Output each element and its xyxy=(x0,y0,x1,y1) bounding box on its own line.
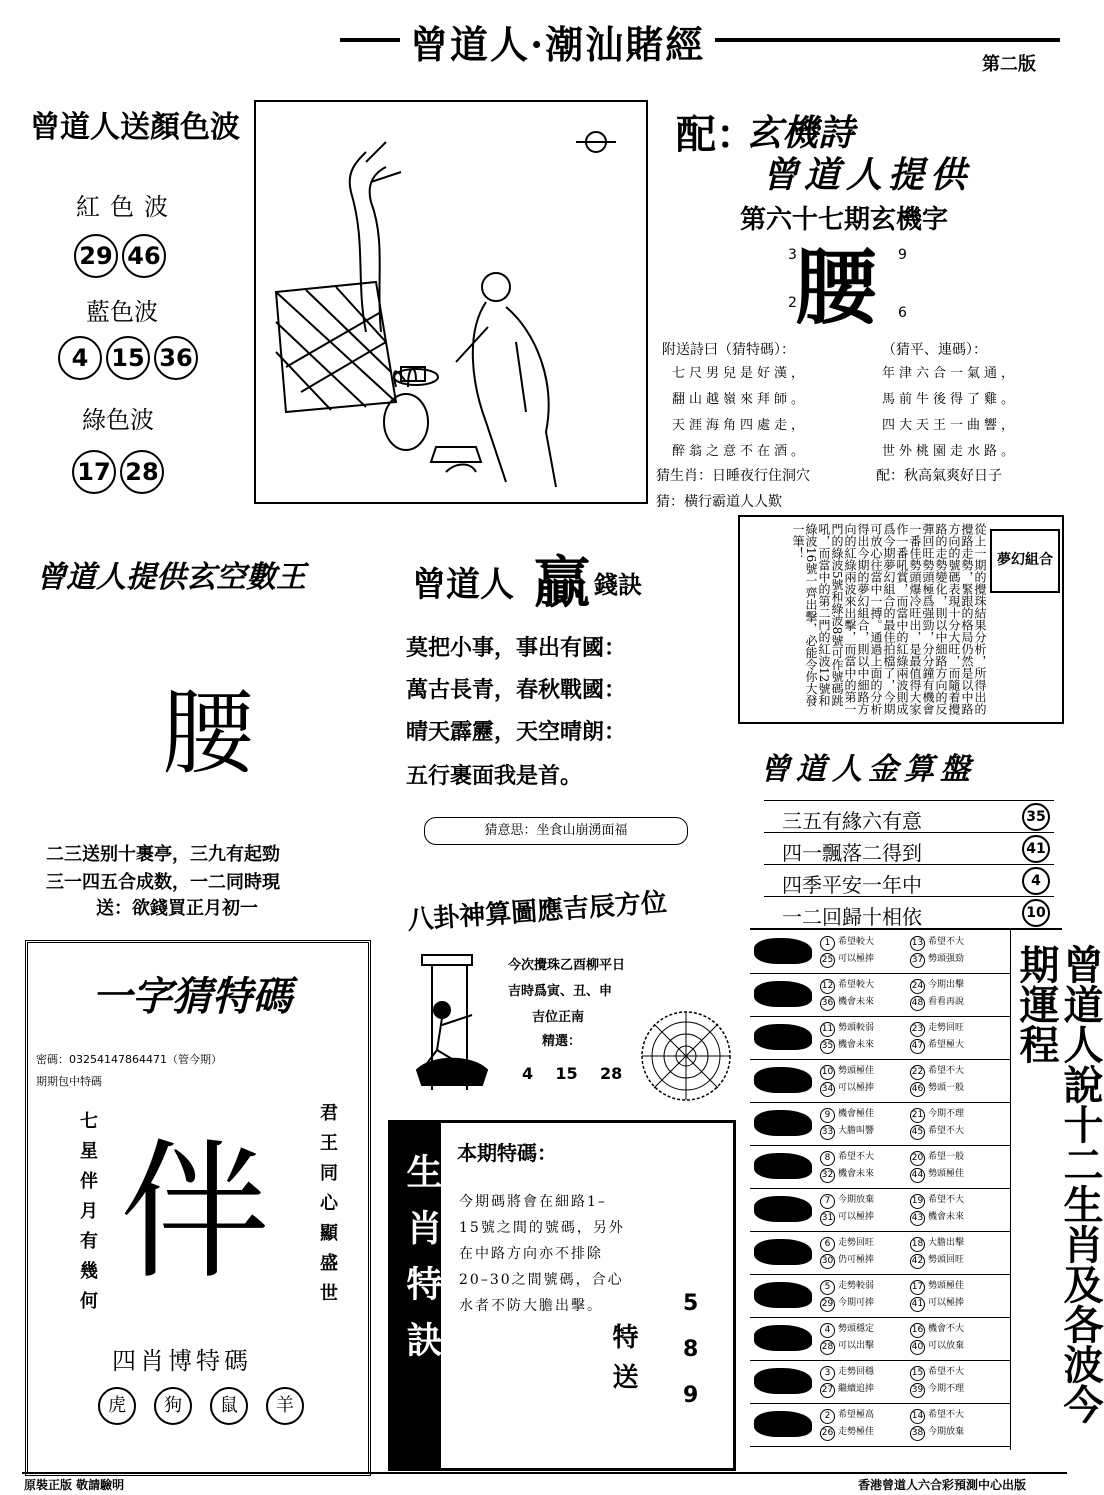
zodiac-number: 20 xyxy=(910,1151,925,1166)
left-vertical-poem: 七星伴月有幾何 xyxy=(77,1111,98,1321)
zodiac-number: 41 xyxy=(910,1297,925,1312)
poem-left xyxy=(672,361,808,465)
special-numbers xyxy=(683,1281,698,1419)
ox-icon xyxy=(754,981,812,1007)
poem-right xyxy=(882,361,1018,465)
zodiac-row xyxy=(750,1317,1010,1361)
poem-title: 玄機詩 xyxy=(746,112,855,154)
zodiac-number: 24 xyxy=(910,979,925,994)
footer-rule xyxy=(22,1472,1067,1474)
four-zodiac-title: 四肖博特碼 xyxy=(112,1347,252,1375)
zodiac-pick: 鼠 xyxy=(210,1387,248,1425)
footer-right: 香港曾道人六合彩預測中心出版 xyxy=(858,1478,1027,1492)
dog-icon xyxy=(754,1368,812,1394)
zodiac-note: 希望不大 xyxy=(928,937,965,947)
xuankong-panel xyxy=(26,530,376,919)
win-line-3: 晴天霹靂，天空晴朗： xyxy=(406,719,627,745)
zodiac-row xyxy=(750,1274,1010,1318)
zodiac-number: 4 xyxy=(820,1323,835,1338)
zodiac-note: 可以極捧 xyxy=(838,1212,875,1222)
zodiac-note: 今期不理 xyxy=(928,1109,965,1119)
abacus-num: 41 xyxy=(1022,835,1050,863)
word-guess-panel xyxy=(25,940,371,1476)
goat-icon xyxy=(754,1239,812,1265)
zodiac-note: 希望不大 xyxy=(928,1410,965,1420)
zodiac-number: 19 xyxy=(910,1194,925,1209)
xuankong-line-3: 送：欲錢買正月初一 xyxy=(96,898,258,919)
word-guess-title: 一字猜特碼 xyxy=(92,973,292,1020)
zodiac-number: 48 xyxy=(910,996,925,1011)
zodiac-note: 希望不大 xyxy=(928,1195,965,1205)
zodiac-number: 47 xyxy=(910,1039,925,1054)
poem-right-header: （猜平、連碼）： xyxy=(882,342,987,358)
zodiac-number: 25 xyxy=(820,953,835,968)
xuanji-character: 腰 xyxy=(795,240,878,336)
poem-author: 曾道人提供 xyxy=(762,154,973,196)
zodiac-number: 6 xyxy=(820,1237,835,1252)
green-number: 17 xyxy=(72,450,116,494)
zodiac-note: 走勢回旺 xyxy=(928,1023,965,1033)
zodiac-note: 今期出擊 xyxy=(928,980,965,990)
pei-label: 配： xyxy=(676,111,756,158)
zodiac-note: 勢頭極佳 xyxy=(928,1281,965,1291)
special-title: 本期特碼： xyxy=(457,1141,557,1165)
zodiac-note: 大膽出擊 xyxy=(928,1238,965,1248)
bagua-number: 15 xyxy=(555,1064,578,1083)
corner-num-tl: 3 xyxy=(788,247,797,263)
zodiac-note: 可以極捧 xyxy=(838,1083,875,1093)
abacus-text: 四一飄落二得到 xyxy=(782,841,922,865)
win-title-c: 錢訣 xyxy=(594,570,642,599)
zodiac-number: 46 xyxy=(910,1082,925,1097)
zodiac-number: 28 xyxy=(820,1340,835,1355)
abacus-row xyxy=(764,897,1054,929)
zodiac-number: 21 xyxy=(910,1108,925,1123)
blue-number: 4 xyxy=(58,336,102,380)
zodiac-note: 勢頭較弱 xyxy=(838,1023,875,1033)
zodiac-number: 36 xyxy=(820,996,835,1011)
combo-text: 從上一期的攪珠結果分析，所得出的攪路走勢，緊跟的格局仍然是以中路方向的號碼表現十分大旺，而隨着攪路的走勢變化，則以中細路方向的反彈回旺勢頭極爲强勁，分分鐘有機會一番佳勢頭爆冷旺出，是最值得大家作一番吼賞，而當中的紅綠兩波則成爲今期夢幻組合的最佳拍檔了，今期可放心往當中一搏。通過上面的分析得出今期的夢幻組合，則以中細路方向的紅綠兩波來出擊，而當中的第一門的綠波5號和綠波8號可作號碼跳吼，而當中的第二門的紅波12號和綠波16號一齊出擊，必能令你大發一筆！ xyxy=(791,523,987,715)
zodiac-row xyxy=(750,1231,1010,1275)
blue-wave-numbers xyxy=(58,336,202,380)
zodiac-number: 14 xyxy=(910,1409,925,1424)
poem-line: 世外桃園走水路。 xyxy=(882,444,1019,459)
corner-num-br: 6 xyxy=(898,305,907,321)
zodiac-note: 機會不大 xyxy=(928,1324,965,1334)
green-number: 28 xyxy=(120,450,164,494)
rooster-icon xyxy=(754,1325,812,1351)
zodiac-row xyxy=(750,930,1010,974)
blue-wave-label: 藍色波 xyxy=(86,298,158,326)
red-wave-label: 紅色波 xyxy=(76,193,178,221)
zodiac-note: 機會極佳 xyxy=(838,1109,875,1119)
win-footer-text: 猜意思：坐食山崩湧面福 xyxy=(484,823,628,838)
dragon-icon xyxy=(754,1110,812,1136)
code-note-line: 期期包中特碼 xyxy=(36,1075,102,1088)
zodiac-row xyxy=(750,1188,1010,1232)
win-line-4: 五行裹面我是首。 xyxy=(406,763,583,789)
zodiac-note: 今期不理 xyxy=(928,1384,965,1394)
bagua-number: 28 xyxy=(599,1064,623,1083)
combo-title-box xyxy=(990,529,1060,593)
guess-zodiac: 猜生肖：日睡夜行住洞穴 xyxy=(656,468,810,484)
abacus-row xyxy=(764,833,1054,865)
monkey-icon xyxy=(754,1282,812,1308)
win-footer xyxy=(424,817,688,845)
right-vertical-poem: 君王同心顯盛世 xyxy=(317,1103,338,1313)
special-side-band xyxy=(391,1123,441,1468)
zodiac-row xyxy=(750,1403,1010,1447)
zodiac-number: 38 xyxy=(910,1426,925,1441)
zodiac-number: 26 xyxy=(820,1426,835,1441)
rat-icon xyxy=(754,938,812,964)
combo-title: 夢幻組合 xyxy=(997,552,1053,568)
win-line-1: 莫把小事，事出有國： xyxy=(406,635,627,661)
zodiac-note: 看看再說 xyxy=(928,997,965,1007)
green-wave-label: 綠色波 xyxy=(82,406,154,434)
zodiac-pick: 狗 xyxy=(154,1387,192,1425)
footer-left: 原裝正版 敬請驗明 xyxy=(24,1478,125,1492)
zodiac-note: 希望較大 xyxy=(838,937,875,947)
xuanji-panel xyxy=(650,95,1070,515)
red-number: 29 xyxy=(74,234,118,278)
poem-line: 馬前牛後得了雞。 xyxy=(882,392,1019,407)
zodiac-table xyxy=(750,928,1104,1450)
bagua-title: 八卦神算圖應吉辰方位 xyxy=(406,887,668,936)
code-label: 密碼： xyxy=(36,1053,69,1066)
zodiac-note: 可以極捧 xyxy=(928,1298,965,1308)
zodiac-number: 33 xyxy=(820,1125,835,1140)
abacus-text: 三五有緣六有意 xyxy=(782,809,922,833)
zodiac-row xyxy=(750,1016,1010,1060)
code-value: 03254147864471 xyxy=(69,1053,167,1066)
code-line xyxy=(36,1051,222,1067)
zodiac-number: 5 xyxy=(820,1280,835,1295)
bagua-number: 4 xyxy=(522,1064,534,1083)
zodiac-number: 7 xyxy=(820,1194,835,1209)
bagua-numbers xyxy=(522,1064,622,1083)
zodiac-note: 大膽叫響 xyxy=(838,1126,875,1136)
zodiac-number: 22 xyxy=(910,1065,925,1080)
combo-panel xyxy=(738,515,1064,724)
xuankong-glyph: 腰 xyxy=(162,680,255,787)
zodiac-note: 走勢較弱 xyxy=(838,1281,875,1291)
zodiac-note: 機會未來 xyxy=(838,1169,875,1179)
zodiac-row xyxy=(750,973,1010,1017)
zodiac-number: 17 xyxy=(910,1280,925,1295)
zodiac-note: 仍可極捧 xyxy=(838,1255,875,1265)
zodiac-note: 繼續追捧 xyxy=(838,1384,875,1394)
four-zodiac-row xyxy=(98,1387,304,1425)
xuankong-title: 曾道人提供玄空數王 xyxy=(36,560,306,595)
zodiac-note: 機會未來 xyxy=(928,1212,965,1222)
zodiac-note: 機會未來 xyxy=(838,997,875,1007)
zodiac-note: 希望不大 xyxy=(928,1126,965,1136)
special-number: 8 xyxy=(683,1337,699,1362)
archer-figure-icon xyxy=(392,950,502,1100)
code-note: （管今期） xyxy=(166,1053,222,1066)
zodiac-number: 15 xyxy=(910,1366,925,1381)
abacus-num: 35 xyxy=(1022,803,1050,831)
special-code-panel xyxy=(388,1120,736,1471)
zodiac-pick: 虎 xyxy=(98,1387,136,1425)
zodiac-note: 希望極高 xyxy=(838,1410,875,1420)
zodiac-number: 43 xyxy=(910,1211,925,1226)
zodiac-number: 11 xyxy=(820,1022,835,1037)
zodiac-note: 走勢回穩 xyxy=(838,1367,875,1377)
zodiac-number: 35 xyxy=(820,1039,835,1054)
pei-text: 配：秋高氣爽好日子 xyxy=(876,468,1002,484)
abacus-row xyxy=(764,801,1054,833)
zodiac-pick: 羊 xyxy=(266,1387,304,1425)
zodiac-number: 37 xyxy=(910,953,925,968)
xuankong-line-1: 二三送别十裹亭，三九有起勁 xyxy=(46,844,280,865)
zodiac-number: 23 xyxy=(910,1022,925,1037)
zodiac-note: 希望一般 xyxy=(928,1152,965,1162)
zodiac-number: 34 xyxy=(820,1082,835,1097)
zodiac-number: 2 xyxy=(820,1409,835,1424)
bagua-line-4: 精選： xyxy=(542,1034,582,1049)
zodiac-number: 31 xyxy=(820,1211,835,1226)
special-side-text: 生肖特訣 xyxy=(401,1153,443,1377)
abacus-panel xyxy=(752,730,1062,930)
tiger-icon xyxy=(754,1024,812,1050)
zodiac-note: 今期可捧 xyxy=(838,1298,875,1308)
zodiac-note: 勢頭一般 xyxy=(928,1083,965,1093)
zodiac-rows xyxy=(750,930,1011,1450)
zodiac-row xyxy=(750,1102,1010,1146)
poem-line: 醉翁之意不在酒。 xyxy=(672,444,809,459)
header xyxy=(0,0,1086,80)
poem-left-header: 附送詩曰（猜特碼）： xyxy=(662,342,795,358)
zodiac-note: 希望極大 xyxy=(928,1040,965,1050)
special-number: 9 xyxy=(683,1383,699,1408)
horse-icon xyxy=(754,1196,812,1222)
special-number: 5 xyxy=(683,1291,699,1316)
zodiac-row xyxy=(750,1059,1010,1103)
zodiac-number: 29 xyxy=(820,1297,835,1312)
zodiac-number: 16 xyxy=(910,1323,925,1338)
win-line-2: 萬古長青，春秋戰國： xyxy=(406,677,627,703)
zodiac-note: 可以出擊 xyxy=(838,1341,875,1351)
zodiac-note: 今期放棄 xyxy=(838,1195,875,1205)
zodiac-note: 希望不大 xyxy=(838,1152,875,1162)
corner-num-bl: 2 xyxy=(788,295,797,311)
zodiac-note: 勢頭極佳 xyxy=(928,1169,965,1179)
zodiac-number: 40 xyxy=(910,1340,925,1355)
zodiac-row xyxy=(750,1360,1010,1404)
guess-big-character: 伴 xyxy=(120,1126,271,1300)
zodiac-number: 44 xyxy=(910,1168,925,1183)
zodiac-number: 27 xyxy=(820,1383,835,1398)
bagua-compass-icon xyxy=(640,1010,732,1102)
poem-line: 四大天王一曲響， xyxy=(882,418,1019,433)
abacus-row xyxy=(764,865,1054,897)
special-label: 特送 xyxy=(608,1323,638,1403)
blue-number: 36 xyxy=(154,336,198,380)
zodiac-note: 走勢回旺 xyxy=(838,1238,875,1248)
bagua-line-3: 吉位正南 xyxy=(532,1010,585,1025)
page-title: 曾道人·潮汕賭經 xyxy=(400,14,715,69)
edition-label: 第二版 xyxy=(982,54,1036,75)
red-wave-numbers xyxy=(74,234,170,278)
zodiac-note: 勢頭極佳 xyxy=(838,1066,875,1076)
poem-line: 年津六合一氣通， xyxy=(882,366,1019,381)
abacus-text: 四季平安一年中 xyxy=(782,873,922,897)
zodiac-number: 39 xyxy=(910,1383,925,1398)
bagua-line-2: 吉時爲寅、丑、申 xyxy=(508,984,613,999)
illustration-frame xyxy=(254,100,648,504)
abacus-title: 曾道人金算盤 xyxy=(760,752,976,787)
zodiac-note: 走勢極佳 xyxy=(838,1427,875,1437)
issue-label: 第六十七期玄機字 xyxy=(740,205,949,235)
special-text: 今期碼將會在細路1–15號之間的號碼，另外在中路方向亦不排除20–30之間號碼，合心水者不防大膽出擊。 xyxy=(459,1194,625,1314)
abacus-num: 10 xyxy=(1022,899,1050,927)
win-title-a: 曾道人 xyxy=(412,565,514,605)
win-formula-panel xyxy=(390,525,720,855)
guess-line: 猜：橫行霸道人人歎 xyxy=(656,494,782,510)
zodiac-number: 13 xyxy=(910,936,925,951)
abacus-table xyxy=(764,800,1054,929)
color-wave-panel xyxy=(26,92,256,502)
zodiac-note: 可以極捧 xyxy=(838,954,875,964)
zodiac-note: 希望不大 xyxy=(928,1066,965,1076)
zodiac-note: 希望較大 xyxy=(838,980,875,990)
zodiac-side-title: 曾道人說十二生肖及各波今期運程 xyxy=(1013,944,1104,1424)
blue-number: 15 xyxy=(106,336,150,380)
rabbit-icon xyxy=(754,1067,812,1093)
poem-line: 天涯海角四處走， xyxy=(672,418,809,433)
zodiac-note: 機會未來 xyxy=(838,1040,875,1050)
zodiac-number: 18 xyxy=(910,1237,925,1252)
zodiac-number: 42 xyxy=(910,1254,925,1269)
poem-line: 七尺男兒是好漢， xyxy=(672,366,809,381)
zodiac-number: 30 xyxy=(820,1254,835,1269)
zodiac-number: 45 xyxy=(910,1125,925,1140)
abacus-text: 一二回歸十相依 xyxy=(782,905,922,929)
red-number: 46 xyxy=(122,234,166,278)
snake-icon xyxy=(754,1153,812,1179)
zodiac-row xyxy=(750,1145,1010,1189)
bagua-line-1: 今次攪珠乙酉柳平日 xyxy=(508,958,626,973)
pig-icon xyxy=(754,1411,812,1437)
zodiac-number: 12 xyxy=(820,979,835,994)
zodiac-number: 8 xyxy=(820,1151,835,1166)
xuankong-line-2: 三一四五合成数，一二同時現 xyxy=(46,872,280,893)
zodiac-number: 10 xyxy=(820,1065,835,1080)
zodiac-number: 9 xyxy=(820,1108,835,1123)
corner-num-tr: 9 xyxy=(898,247,907,263)
zodiac-note: 希望不大 xyxy=(928,1367,965,1377)
abacus-num: 4 xyxy=(1022,867,1050,895)
zodiac-number: 3 xyxy=(820,1366,835,1381)
zodiac-note: 勢頭回旺 xyxy=(928,1255,965,1265)
zodiac-note: 可以放棄 xyxy=(928,1341,965,1351)
bagua-panel xyxy=(392,880,742,1110)
color-wave-title: 曾道人送顏色波 xyxy=(30,110,240,145)
zodiac-number: 1 xyxy=(820,936,835,951)
poem-line: 翻山越嶺來拜師。 xyxy=(672,392,809,407)
green-wave-numbers xyxy=(72,450,168,494)
zodiac-note: 今期放棄 xyxy=(928,1427,965,1437)
zodiac-note: 勢頭穩定 xyxy=(838,1324,875,1334)
zodiac-number: 32 xyxy=(820,1168,835,1183)
zodiac-note: 勢頭强勁 xyxy=(928,954,965,964)
win-title-b: 贏 xyxy=(534,550,590,616)
hunter-rabbit-illustration xyxy=(256,102,646,502)
